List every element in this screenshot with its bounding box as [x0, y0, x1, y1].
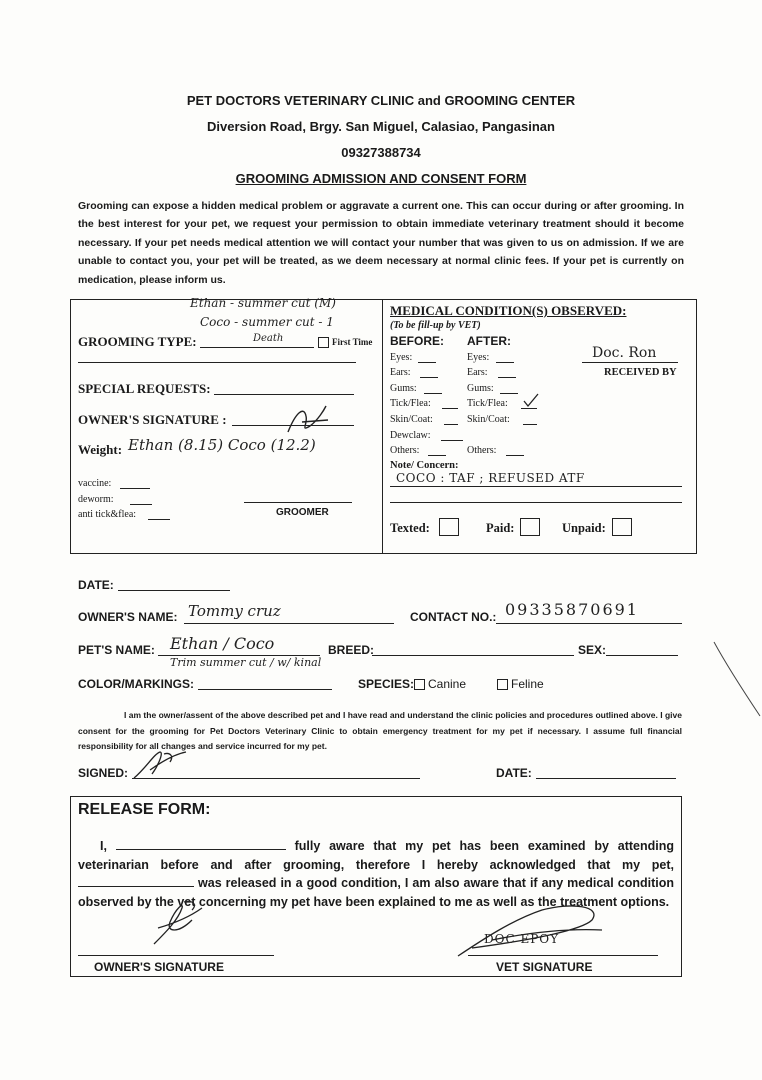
feline-label: Feline	[511, 677, 544, 691]
first-time-checkbox[interactable]	[318, 337, 372, 348]
release-owner-signature	[148, 898, 208, 950]
canine-label: Canine	[428, 677, 467, 691]
texted-checkbox[interactable]	[439, 518, 459, 536]
hand-pet-name: Ethan / Coco	[170, 634, 275, 653]
before-skin-line[interactable]	[444, 424, 458, 425]
others-before-label: Others:	[390, 445, 420, 456]
before-ears-line[interactable]	[420, 377, 438, 378]
release-vet-line[interactable]	[468, 955, 658, 956]
before-tick-flea: Tick/Flea:	[390, 398, 431, 409]
others-after-label: Others:	[467, 445, 497, 456]
others-before-line[interactable]	[428, 455, 446, 456]
received-by-label: RECEIVED BY	[604, 367, 677, 378]
medical-title: MEDICAL CONDITION(S) OBSERVED:	[390, 303, 627, 318]
dewclaw-line[interactable]	[441, 440, 463, 441]
texted-label: Texted:	[390, 521, 430, 535]
hand-grooming-line1: Ethan - summer cut (M)	[190, 296, 336, 310]
after-tick-flea: Tick/Flea:	[467, 398, 508, 409]
hand-vet-name: DOC EPOY	[484, 932, 560, 946]
sex-line[interactable]	[606, 655, 678, 656]
owner-signature-scribble	[282, 402, 332, 440]
species-label: SPECIES:	[358, 677, 415, 691]
note-line-2[interactable]	[390, 502, 682, 503]
hand-note-under: Trim summer cut / w/ kinal	[170, 656, 322, 669]
before-label: BEFORE:	[390, 334, 444, 348]
hand-contact: 09335870691	[505, 600, 639, 619]
release-text-2: fully aware that my pet has been examined by attending veterinarian before and after grooming, therefore I hereby acknowledged that my pet,	[78, 839, 674, 872]
owner-signed-scribble	[130, 748, 190, 782]
canine-checkbox[interactable]	[414, 679, 425, 690]
others-after-line[interactable]	[506, 455, 524, 456]
release-pet-blank[interactable]	[78, 876, 194, 887]
owner-name-line[interactable]	[184, 623, 394, 624]
breed-line[interactable]	[372, 655, 574, 656]
medical-subtitle: (To be fill-up by VET)	[390, 320, 481, 331]
clinic-address: Diversion Road, Brgy. San Miguel, Calasiao, Pangasinan	[207, 119, 555, 134]
first-time-box[interactable]	[318, 337, 329, 348]
weight-label: Weight:	[78, 442, 123, 457]
anti-tick-line[interactable]	[148, 519, 170, 520]
hand-grooming-line3: Death	[253, 333, 284, 344]
form-title: GROOMING ADMISSION AND CONSENT FORM	[235, 171, 527, 186]
release-text-1: I,	[100, 839, 116, 853]
after-ears: Ears:	[467, 367, 488, 378]
note-concern-label: Note/ Concern:	[390, 460, 459, 471]
owner-name-label: OWNER'S NAME:	[78, 610, 178, 624]
after-ears-line[interactable]	[498, 377, 516, 378]
release-owner-line[interactable]	[78, 955, 274, 956]
special-requests-line[interactable]	[214, 394, 354, 395]
after-tick-line[interactable]	[521, 408, 537, 409]
after-skin-coat: Skin/Coat:	[467, 414, 510, 425]
color-markings-line[interactable]	[198, 689, 332, 690]
signed-label: SIGNED:	[78, 766, 129, 780]
deworm-line[interactable]	[130, 504, 152, 505]
box-divider	[382, 299, 383, 554]
release-title: RELEASE FORM:	[78, 801, 211, 818]
release-vet-label: VET SIGNATURE	[496, 960, 593, 974]
paid-label: Paid:	[486, 521, 515, 535]
date-label: DATE:	[78, 578, 114, 592]
hand-owner-name: Tommy cruz	[188, 602, 281, 620]
first-time-label: First Time	[332, 337, 373, 347]
intro-paragraph: Grooming can expose a hidden medical problem or aggravate a current one. This can occur during or after grooming. In the best interest for your pet, we request your permission to obtain immediate veterinary treatment should it become necessary. If your pet needs medical attention we will contact your number that was given to us on admission. If we are unable to contact you, your pet will be treated, as we deem necessary at normal clinic fees. If your pet is currently on medication, please inform us.	[78, 200, 684, 286]
contact-label: CONTACT NO.:	[410, 610, 497, 624]
clinic-phone: 09327388734	[341, 145, 421, 160]
special-requests-label: SPECIAL REQUESTS:	[78, 381, 211, 396]
vaccine-line[interactable]	[120, 488, 150, 489]
vet-signature-scribble	[452, 900, 612, 960]
release-owner-label: OWNER'S SIGNATURE	[94, 960, 224, 974]
release-text-3: was released in a good condition, I am also aware that if any medical condition observed by the vet concerning my pet have been explained to me as well as the treatment options.	[78, 876, 674, 909]
hand-weight: Ethan (8.15) Coco (12.2)	[128, 436, 316, 454]
hand-grooming-line2: Coco - summer cut - 1	[200, 315, 334, 329]
breed-label: BREED:	[328, 643, 375, 657]
grooming-type-line[interactable]	[200, 347, 314, 348]
date-line[interactable]	[118, 590, 230, 591]
after-eyes-line[interactable]	[496, 362, 514, 363]
color-markings-label: COLOR/MARKINGS:	[78, 677, 194, 691]
before-tick-line[interactable]	[442, 408, 458, 409]
after-label: AFTER:	[467, 334, 511, 348]
date2-label: DATE:	[496, 766, 532, 780]
anti-tick-label: anti tick&flea:	[78, 509, 137, 520]
groomer-signature-line[interactable]	[244, 502, 352, 503]
hand-note: COCO : TAF ; REFUSED ATF	[396, 471, 585, 485]
before-ears: Ears:	[390, 367, 411, 378]
owner-signature-label: OWNER'S SIGNATURE :	[78, 412, 227, 427]
unpaid-checkbox[interactable]	[612, 518, 632, 536]
checkmark-icon	[522, 392, 540, 408]
before-eyes-line[interactable]	[418, 362, 436, 363]
canine-option[interactable]	[414, 677, 466, 691]
date2-line[interactable]	[536, 778, 676, 779]
groomer-label: GROOMER	[276, 507, 329, 518]
margin-mark	[712, 640, 762, 720]
after-skin-line[interactable]	[523, 424, 537, 425]
hand-received-by: Doc. Ron	[592, 345, 657, 361]
deworm-label: deworm:	[78, 494, 114, 505]
release-name-blank[interactable]	[116, 839, 286, 850]
vaccine-label: vaccine:	[78, 478, 112, 489]
sex-label: SEX:	[578, 643, 607, 657]
clinic-name: PET DOCTORS VETERINARY CLINIC and GROOMING CENTER	[186, 93, 576, 108]
note-line-1[interactable]	[390, 486, 682, 487]
after-eyes: Eyes:	[467, 352, 490, 363]
before-gums-line[interactable]	[424, 393, 442, 394]
paid-checkbox[interactable]	[520, 518, 540, 536]
grooming-type-line-2[interactable]	[78, 362, 356, 363]
grooming-type-label: GROOMING TYPE:	[78, 334, 197, 349]
received-by-line[interactable]	[582, 362, 678, 363]
after-gums-line[interactable]	[500, 393, 518, 394]
unpaid-label: Unpaid:	[562, 521, 606, 535]
before-skin-coat: Skin/Coat:	[390, 414, 433, 425]
pet-name-label: PET'S NAME:	[78, 643, 155, 657]
before-eyes: Eyes:	[390, 352, 413, 363]
feline-checkbox[interactable]	[497, 679, 508, 690]
dewclaw-label: Dewclaw:	[390, 430, 431, 441]
feline-option[interactable]	[497, 677, 544, 691]
before-gums: Gums:	[390, 383, 417, 394]
contact-line[interactable]	[496, 623, 682, 624]
consent-text: I am the owner/assent of the above described pet and I have read and understand the clinic policies and procedures outlined above. I give consent for the grooming for Pet Doctors Veterinary Clinic to obtain emergency treatment for my pet if necessary. I assume full financial responsibility for all changes and service incurred for my pet.	[78, 710, 682, 751]
after-gums: Gums:	[467, 383, 494, 394]
